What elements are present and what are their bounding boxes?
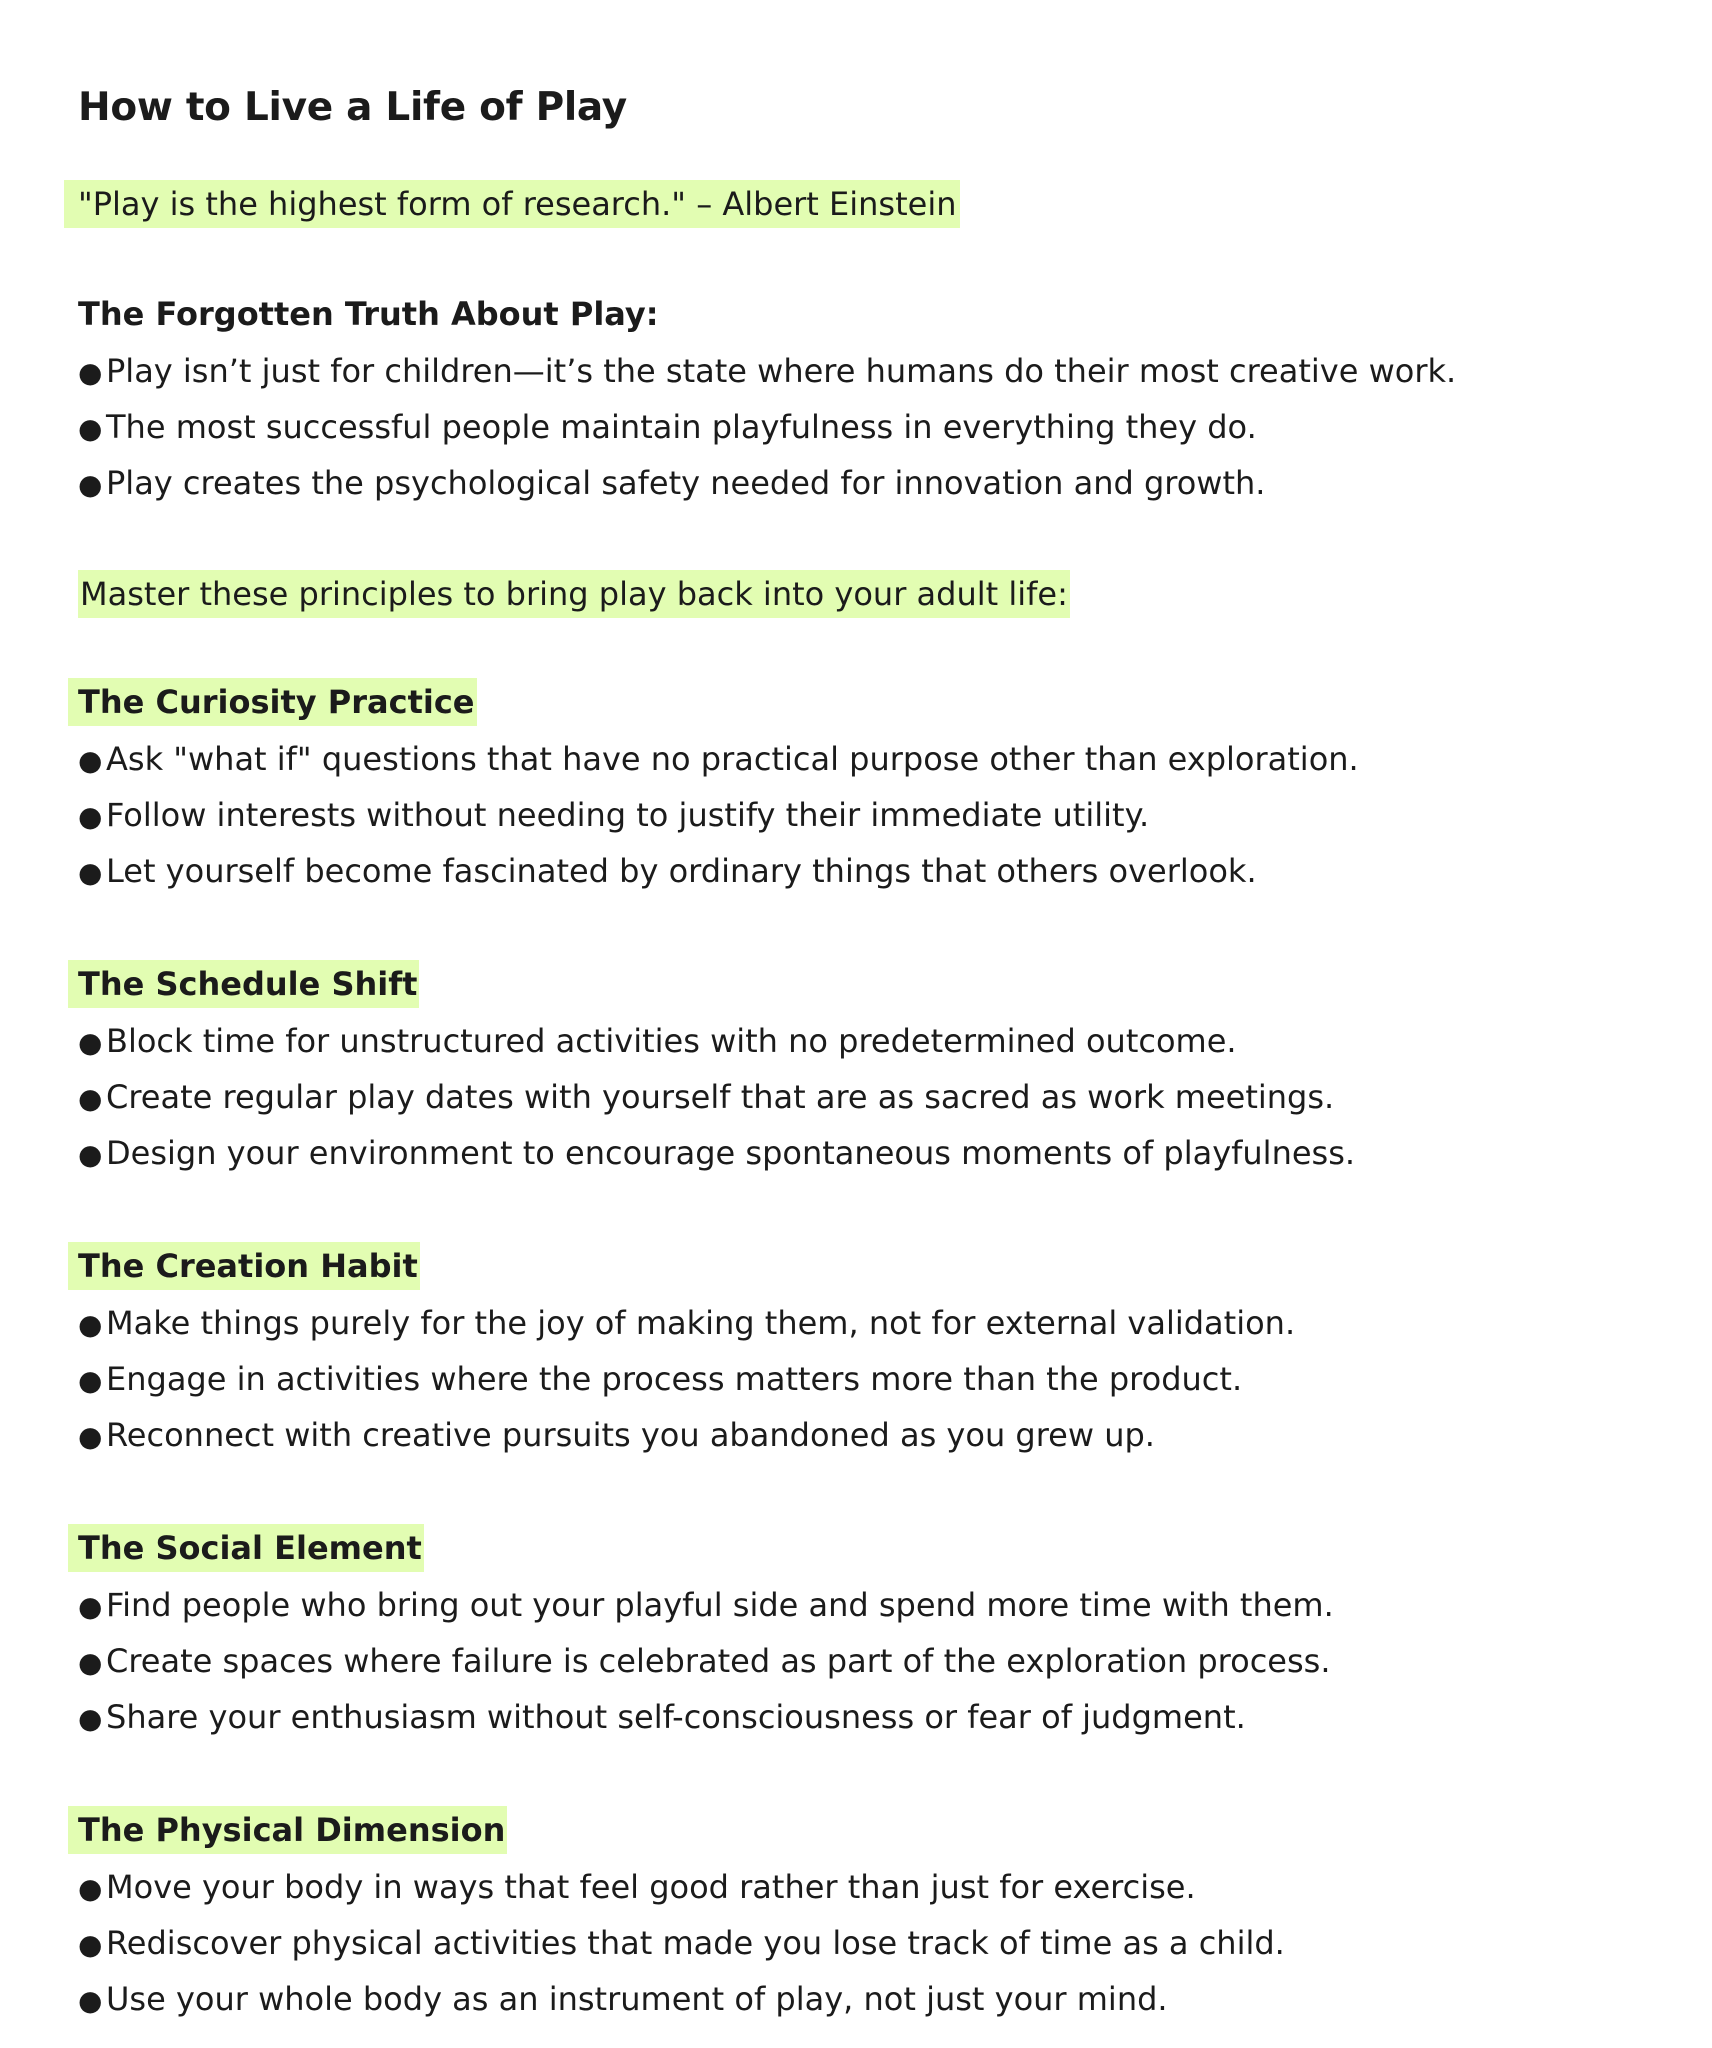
list-item — [78, 456, 1642, 512]
list-item-text: Play isn’t just for children—it’s the state where humans do their most creative work. — [106, 352, 1457, 390]
list-item-text: Play creates the psychological safety needed for innovation and growth. — [106, 464, 1266, 502]
bullet-icon: ● — [78, 412, 103, 445]
bullet-icon: ● — [78, 1364, 103, 1397]
list-item-text: Engage in activities where the process matters more than the product. — [106, 1360, 1243, 1398]
list-item-text: Make things purely for the joy of making them, not for external validation. — [106, 1304, 1296, 1342]
bullet-icon: ● — [78, 1984, 103, 2017]
list-item — [78, 344, 1642, 400]
bullet-icon: ● — [78, 1872, 103, 1905]
list-item — [78, 1972, 1642, 2028]
bullet-icon: ● — [78, 356, 103, 389]
list-item-text: Design your environment to encourage spontaneous moments of playfulness. — [106, 1134, 1356, 1172]
list-item — [78, 1070, 1642, 1126]
list-item-text: Create regular play dates with yourself that are as sacred as work meetings. — [106, 1078, 1335, 1116]
section-curiosity-practice — [78, 678, 1642, 900]
bullet-icon: ● — [78, 1702, 103, 1735]
bullet-icon: ● — [78, 1420, 103, 1453]
list-item — [78, 1690, 1642, 1746]
list-item-text: Follow interests without needing to justify their immediate utility. — [106, 796, 1150, 834]
einstein-quote: "Play is the highest form of research." – Albert Einstein — [64, 180, 960, 228]
bullet-icon: ● — [78, 1590, 103, 1623]
list-item — [78, 788, 1642, 844]
bullet-list — [78, 1296, 1642, 1464]
bullet-list — [78, 1014, 1642, 1182]
list-item — [78, 1014, 1642, 1070]
bullet-icon: ● — [78, 1026, 103, 1059]
list-item-text: Create spaces where failure is celebrated as part of the exploration process. — [106, 1642, 1331, 1680]
list-item-text: The most successful people maintain playfulness in everything they do. — [106, 408, 1257, 446]
bullet-list — [78, 344, 1642, 512]
bullet-icon: ● — [78, 744, 103, 777]
section-heading: The Physical Dimension — [68, 1806, 507, 1854]
list-item-text: Find people who bring out your playful side and spend more time with them. — [106, 1586, 1334, 1624]
list-item-text: Rediscover physical activities that made you lose track of time as a child. — [106, 1924, 1285, 1962]
bullet-icon: ● — [78, 1138, 103, 1171]
section-physical-dimension — [78, 1806, 1642, 2028]
section-schedule-shift — [78, 960, 1642, 1182]
bullet-icon: ● — [78, 800, 103, 833]
section-heading: The Creation Habit — [68, 1242, 420, 1290]
list-item-text: Let yourself become fascinated by ordinary things that others overlook. — [106, 852, 1257, 890]
section-social-element — [78, 1524, 1642, 1746]
list-item-text: Share your enthusiasm without self-consciousness or fear of judgment. — [106, 1698, 1246, 1736]
section-forgotten-truth — [78, 290, 1642, 512]
bullet-icon: ● — [78, 468, 103, 501]
bullet-icon: ● — [78, 1928, 103, 1961]
bullet-icon: ● — [78, 1308, 103, 1341]
list-item — [78, 1578, 1642, 1634]
list-item — [78, 1860, 1642, 1916]
bullet-icon: ● — [78, 1646, 103, 1679]
page-title: How to Live a Life of Play — [78, 85, 627, 130]
list-item-text: Use your whole body as an instrument of play, not just your mind. — [106, 1980, 1168, 2018]
section-heading: The Forgotten Truth About Play: — [78, 295, 659, 333]
list-item — [78, 732, 1642, 788]
bullet-list — [78, 732, 1642, 900]
list-item — [78, 1408, 1642, 1464]
list-item — [78, 1916, 1642, 1972]
list-item — [78, 1352, 1642, 1408]
list-item — [78, 400, 1642, 456]
list-item — [78, 1296, 1642, 1352]
intro-text: Master these principles to bring play back into your adult life: — [78, 570, 1070, 618]
list-item — [78, 1126, 1642, 1182]
list-item — [78, 1634, 1642, 1690]
bullet-list — [78, 1578, 1642, 1746]
list-item-text: Reconnect with creative pursuits you abandoned as you grew up. — [106, 1416, 1155, 1454]
list-item — [78, 844, 1642, 900]
list-item-text: Block time for unstructured activities with no predetermined outcome. — [106, 1022, 1237, 1060]
section-heading: The Social Element — [68, 1524, 424, 1572]
bullet-icon: ● — [78, 1082, 103, 1115]
section-heading: The Curiosity Practice — [68, 678, 477, 726]
bullet-icon: ● — [78, 856, 103, 889]
bullet-list — [78, 1860, 1642, 2028]
list-item-text: Move your body in ways that feel good rather than just for exercise. — [106, 1868, 1196, 1906]
list-item-text: Ask "what if" questions that have no practical purpose other than exploration. — [106, 740, 1359, 778]
section-heading: The Schedule Shift — [68, 960, 419, 1008]
section-creation-habit — [78, 1242, 1642, 1464]
